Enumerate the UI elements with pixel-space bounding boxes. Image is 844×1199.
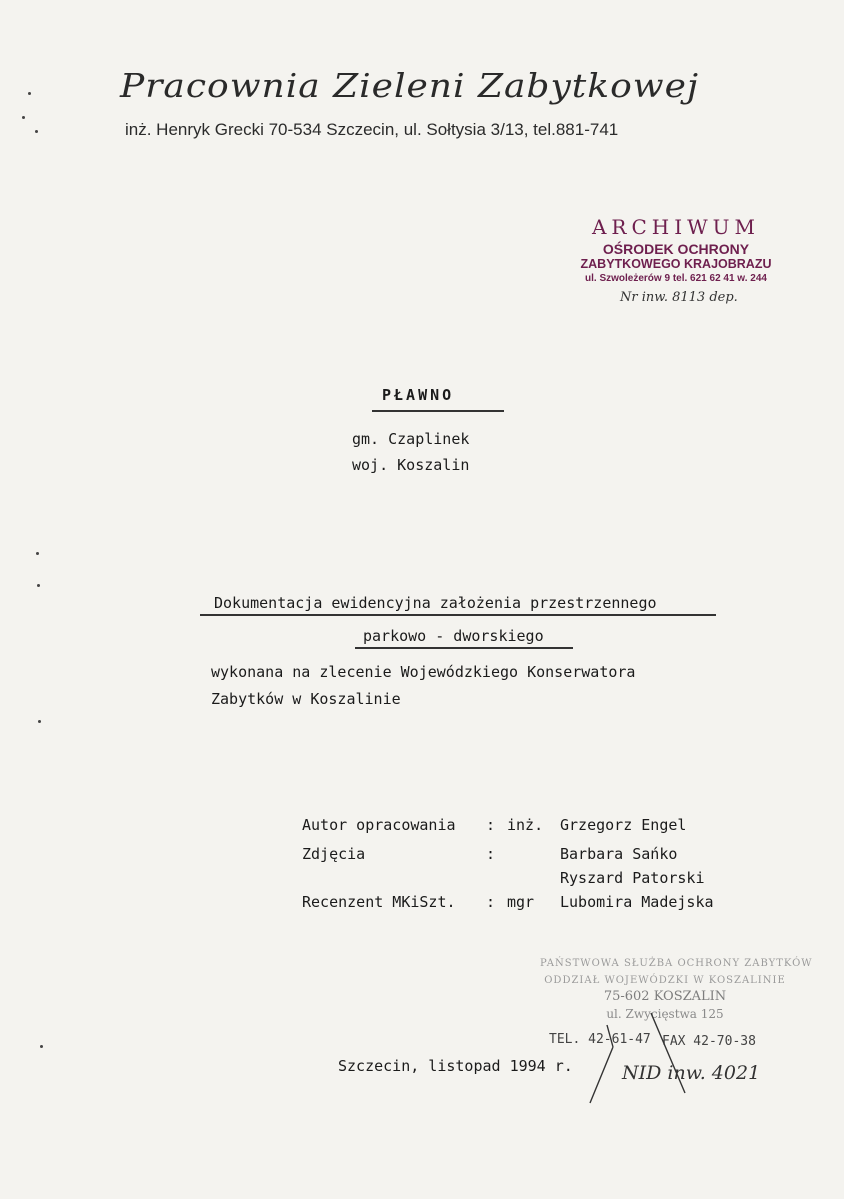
institution-stamp-line2: ODDZIAŁ WOJEWÓDZKI W KOSZALINIE xyxy=(544,975,786,986)
margin-speck xyxy=(40,1045,43,1048)
credit-separator: : xyxy=(486,845,496,863)
wojewodztwo: woj. Koszalin xyxy=(352,456,470,474)
institution-stamp-line4: ul. Zwycięstwa 125 xyxy=(606,1007,724,1021)
archive-stamp-line4: ul. Szwoleżerów 9 tel. 621 62 41 w. 244 xyxy=(585,273,767,284)
description-line-3: wykonana na zlecenie Wojewódzkiego Konserwatora xyxy=(211,663,636,681)
letterhead-address: inż. Henryk Grecki 70-534 Szczecin, ul. Sołtysia 3/13, tel.881-741 xyxy=(125,120,619,139)
credit-role: Autor opracowania xyxy=(302,816,456,834)
credit-name: Lubomira Madejska xyxy=(560,893,714,911)
archive-stamp xyxy=(578,215,774,284)
credit-role: Zdjęcia xyxy=(302,845,366,863)
institution-stamp-line1: PAŃSTWOWA SŁUŻBA OCHRONY ZABYTKÓW xyxy=(540,958,813,969)
credit-name: Barbara Sańko xyxy=(560,845,678,863)
institution-stamp-line3: 75-602 KOSZALIN xyxy=(603,989,727,1004)
credit-separator: : xyxy=(486,893,496,911)
archive-stamp-line2: OŚRODEK OCHRONY xyxy=(602,241,750,257)
credit-prefix: mgr xyxy=(507,893,535,911)
margin-speck xyxy=(36,552,39,555)
letterhead-name: Pracownia Zieleni Zabytkowej xyxy=(120,67,700,106)
handwritten-nid-number: NID inw. 4021 xyxy=(622,1062,761,1084)
institution-stamp-tel: TEL. 42-61-47 xyxy=(549,1032,651,1047)
handwritten-strokes xyxy=(585,985,695,1110)
description-line-2: parkowo - dworskiego xyxy=(363,627,544,645)
handwritten-inventory-number: Nr inw. 8113 dep. xyxy=(620,290,738,305)
margin-speck xyxy=(37,584,40,587)
margin-speck xyxy=(38,720,41,723)
margin-speck xyxy=(28,92,31,95)
description-line-1: Dokumentacja ewidencyjna założenia przestrzennego xyxy=(214,594,657,612)
gmina: gm. Czaplinek xyxy=(352,430,470,448)
archive-stamp-title: ARCHIWUM xyxy=(591,215,761,239)
archive-stamp-line3: ZABYTKOWEGO KRAJOBRAZU xyxy=(580,257,772,271)
margin-speck xyxy=(35,130,38,133)
credit-prefix: inż. xyxy=(507,816,544,834)
margin-speck xyxy=(22,116,25,119)
credit-name: Ryszard Patorski xyxy=(560,869,705,887)
place-and-date: Szczecin, listopad 1994 r. xyxy=(338,1057,573,1075)
institution-stamp-fax: FAX 42-70-38 xyxy=(662,1034,756,1049)
description-line-4: Zabytków w Koszalinie xyxy=(211,690,401,708)
credit-name: Grzegorz Engel xyxy=(560,816,687,834)
credit-separator: : xyxy=(486,816,496,834)
description-underline-2 xyxy=(355,647,573,649)
description-underline-1 xyxy=(200,614,716,616)
document-title: PŁAWNO xyxy=(382,386,455,404)
credit-role: Recenzent MKiSzt. xyxy=(302,893,456,911)
title-underline xyxy=(372,410,504,412)
